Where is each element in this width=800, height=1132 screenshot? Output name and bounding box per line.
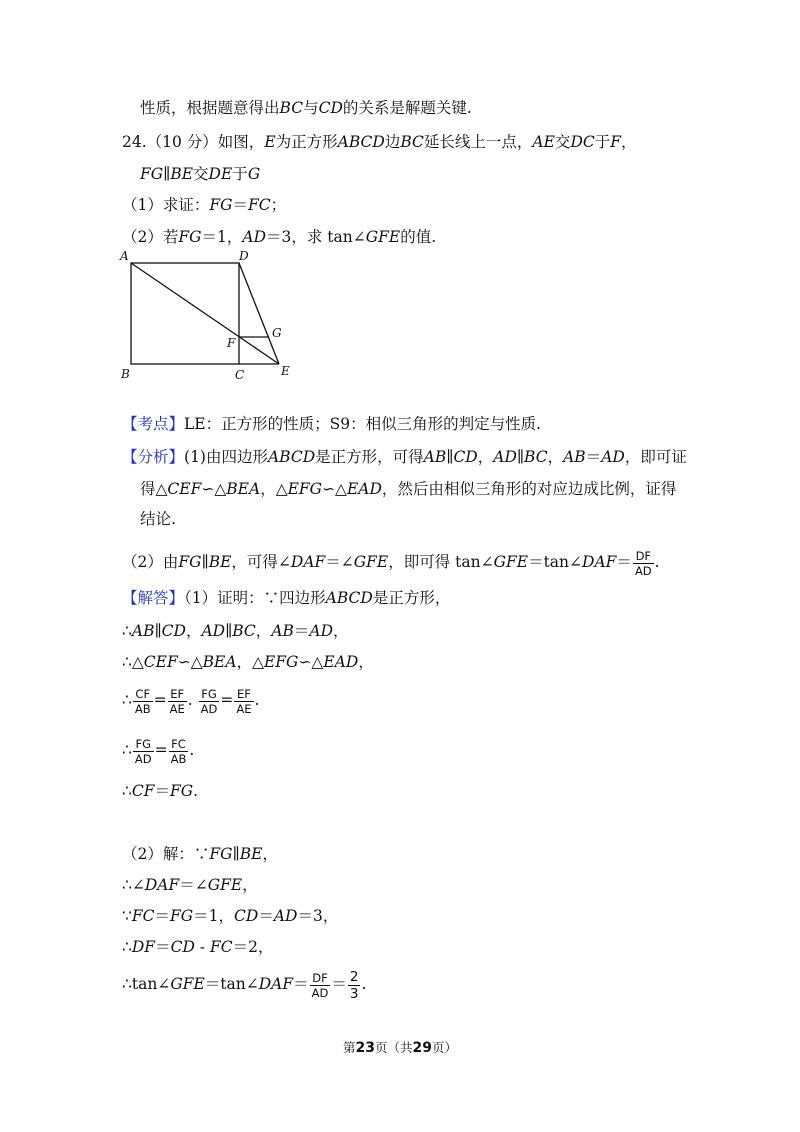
txt: ∥ <box>225 622 233 640</box>
page-number: 23 <box>355 1040 375 1056</box>
fraction <box>168 687 187 716</box>
txt: ， <box>242 876 258 894</box>
txt: . <box>187 691 193 709</box>
txt: ， <box>255 622 272 640</box>
tri: EFG <box>287 480 323 498</box>
txt: ，△ <box>260 480 288 498</box>
angle: DAF <box>258 975 294 993</box>
page-footer <box>0 1038 800 1056</box>
tri: EAD <box>346 480 382 498</box>
txt: 得△ <box>140 480 168 498</box>
intro-cd: CD <box>318 99 343 117</box>
seg-fg: FG <box>209 196 233 214</box>
sq-abcd: ABCD <box>337 133 385 151</box>
label-e: E <box>281 364 290 378</box>
txt: （2）若 <box>122 228 179 246</box>
because: ∵ <box>122 907 132 925</box>
txt: (1)由四边形 <box>184 448 268 466</box>
kaodian-line <box>122 412 541 436</box>
seg-fg: FG <box>178 228 202 246</box>
fenxi-line-3 <box>140 507 176 531</box>
jieda-line-1 <box>122 586 450 610</box>
txt: 交 <box>554 133 571 151</box>
intro-text-3: 的关系是解题关键. <box>342 99 472 117</box>
seg: CF <box>131 782 155 800</box>
fraction-num: EF <box>234 687 253 702</box>
txt: ＝∠ <box>325 553 354 571</box>
segment-de <box>239 263 279 364</box>
equals: = <box>154 741 168 759</box>
fraction-num: FG <box>133 737 154 752</box>
txt: 于 <box>232 165 248 183</box>
txt: ∽△ <box>298 653 324 671</box>
fraction <box>348 969 361 1002</box>
jieda-line-3 <box>122 650 374 674</box>
seg: BC <box>524 448 548 466</box>
fraction-den: AB <box>170 751 187 766</box>
tri: EFG <box>263 653 299 671</box>
txt: 是正方形， <box>372 589 451 607</box>
tri: BEA <box>202 653 237 671</box>
fraction-num: 2 <box>349 968 359 985</box>
equals: = <box>220 691 234 709</box>
txt: ，△ <box>236 653 264 671</box>
page-total: 29 <box>412 1040 432 1056</box>
seg-ad: AD <box>242 228 267 246</box>
seg: FC <box>209 938 233 956</box>
txt: ∥ <box>232 845 240 863</box>
seg: BE <box>208 553 232 571</box>
seg: AB <box>563 448 586 466</box>
jieda-line-5 <box>122 730 194 770</box>
label-b: B <box>121 367 130 381</box>
txt: ＝∠ <box>179 876 208 894</box>
angle: DAF <box>144 876 180 894</box>
txt: 页） <box>431 1040 457 1055</box>
txt: 页（共 <box>374 1040 413 1055</box>
txt: ＝ <box>232 196 249 214</box>
txt: . <box>361 975 367 993</box>
txt: . <box>193 782 199 800</box>
txt: ∽△ <box>322 480 347 498</box>
seg: CD <box>161 622 186 640</box>
seg: FG <box>170 907 194 925</box>
angle-gfe: GFE <box>365 228 401 246</box>
txt: （2）解：∵ <box>122 845 210 863</box>
txt: ＝ <box>585 448 602 466</box>
fraction <box>133 737 154 766</box>
txt: ， <box>477 448 494 466</box>
equals: = <box>153 691 167 709</box>
fraction-den: AB <box>134 701 151 716</box>
txt: ＝ <box>293 622 310 640</box>
therefore: ∴ <box>122 782 132 800</box>
tri: CEF <box>143 653 178 671</box>
seg-dc: DC <box>570 133 595 151</box>
txt: ， <box>358 653 374 671</box>
txt: （1）证明：∵四边形 <box>184 589 326 607</box>
txt: 结论. <box>140 510 176 528</box>
fraction-den: AE <box>169 701 185 716</box>
txt: ∴△ <box>122 653 144 671</box>
seg: AB <box>131 622 155 640</box>
seg: AD <box>273 907 298 925</box>
fraction-num: DF <box>310 971 331 986</box>
txt: ＝tan∠ <box>528 553 583 571</box>
angle: GFE <box>353 553 389 571</box>
label-g: G <box>272 326 282 340</box>
txt: . <box>189 741 195 759</box>
problem-line-1 <box>122 130 637 154</box>
fraction-den: AD <box>200 701 218 716</box>
jieda2-line-3 <box>122 904 338 928</box>
therefore: ∴ <box>122 938 132 956</box>
problem-number: 24. <box>122 133 147 151</box>
txt: ∥ <box>201 553 209 571</box>
txt: ∥ <box>516 448 525 466</box>
seg: CD <box>234 907 259 925</box>
seg-be: BE <box>170 165 194 183</box>
jieda-line-6 <box>122 779 198 803</box>
txt: 是正方形，可得 <box>315 448 424 466</box>
fraction-den: AE <box>236 701 252 716</box>
seg: AB <box>423 448 447 466</box>
sq-abcd: ABCD <box>325 589 373 607</box>
fraction-den: AD <box>134 751 152 766</box>
txt: 为正方形 <box>275 133 338 151</box>
fraction-den: AD <box>311 985 329 1000</box>
fraction-den: 3 <box>349 985 359 1002</box>
txt: ＝ <box>331 975 347 993</box>
fraction-num: CF <box>133 687 153 702</box>
seg-fc: FC <box>248 196 271 214</box>
pt-g: G <box>247 165 261 183</box>
fraction <box>234 687 253 716</box>
pt-e: E <box>264 133 276 151</box>
seg: BC <box>232 622 256 640</box>
fraction-num: FC <box>169 737 189 752</box>
fraction <box>199 687 220 716</box>
txt: . <box>654 553 660 571</box>
square-abcd <box>131 263 239 364</box>
seg-fg: FG <box>140 165 164 183</box>
jieda2-line-4 <box>122 935 273 959</box>
txt: （2）由 <box>122 553 179 571</box>
txt: - <box>194 938 210 956</box>
fraction-den: AD <box>634 563 652 578</box>
seg: CD <box>453 448 478 466</box>
seg: DF <box>131 938 156 956</box>
angle: GFE <box>170 975 205 993</box>
angle: GFE <box>493 553 529 571</box>
txt: ＝ <box>293 975 309 993</box>
jieda2-line-5 <box>122 964 366 1004</box>
txt: ， <box>333 622 349 640</box>
intro-line <box>140 96 472 120</box>
geometry-figure <box>118 246 308 384</box>
fraction <box>310 971 331 1000</box>
seg: CD <box>170 938 195 956</box>
fenxi-line-1 <box>122 445 687 469</box>
txt: ∥ <box>154 622 162 640</box>
fenxi-line-4 <box>122 542 660 582</box>
seg: AD <box>493 448 517 466</box>
txt: 边 <box>384 133 401 151</box>
intro-bc: BC <box>279 99 304 117</box>
txt: ＝3，求 tan∠ <box>266 228 366 246</box>
problem-line-2 <box>140 162 260 186</box>
tri: EAD <box>323 653 359 671</box>
jieda2-line-2 <box>122 873 258 897</box>
txt: 交 <box>193 165 209 183</box>
label-d: D <box>239 249 249 263</box>
tri: CEF <box>167 480 202 498</box>
therefore: ∴ <box>122 622 132 640</box>
therefore: ∴ <box>122 691 132 709</box>
problem-score: （10 分）如图， <box>146 133 265 151</box>
jieda-tag: 【解答】 <box>122 589 185 607</box>
seg: AD <box>201 622 226 640</box>
txt: ＝1， <box>201 228 243 246</box>
txt: 第 <box>342 1040 356 1055</box>
fraction-num: EF <box>168 687 187 702</box>
txt: ＝2， <box>232 938 274 956</box>
txt: ＝tan∠ <box>204 975 259 993</box>
question-1 <box>122 193 286 217</box>
seg: FG <box>178 553 202 571</box>
sq-abcd: ABCD <box>267 448 316 466</box>
fenxi-line-2 <box>140 477 676 501</box>
angle: GFE <box>207 876 243 894</box>
fraction-num: DF <box>633 549 654 564</box>
txt: ∽△ <box>201 480 227 498</box>
txt: ＝ <box>616 553 632 571</box>
angle: DAF <box>290 553 326 571</box>
intro-text-2: 与 <box>303 99 319 117</box>
label-c: C <box>235 368 245 382</box>
parallel: ∥ <box>163 165 171 183</box>
seg: FG <box>209 845 233 863</box>
txt: 延长线上一点， <box>423 133 533 151</box>
txt: ＝ <box>258 907 274 925</box>
pt-f: F <box>610 133 622 151</box>
txt: ∴∠ <box>122 876 145 894</box>
therefore: ∴ <box>122 741 132 759</box>
txt: ＝3， <box>297 907 339 925</box>
fraction-num: FG <box>199 687 220 702</box>
txt: ， <box>185 622 202 640</box>
txt: . <box>254 691 260 709</box>
jieda-line-2 <box>122 619 349 643</box>
txt: ，即可证 <box>624 448 687 466</box>
txt: ， <box>547 448 564 466</box>
txt: ＝ <box>154 907 171 925</box>
fraction <box>633 549 654 578</box>
txt: ∥ <box>446 448 454 466</box>
seg: AB <box>271 622 294 640</box>
seg-de: DE <box>208 165 233 183</box>
txt: （1）求证： <box>122 196 210 214</box>
txt: ＝ <box>155 938 171 956</box>
seg: BE <box>239 845 263 863</box>
label-a: A <box>120 249 129 263</box>
seg: FG <box>170 782 194 800</box>
txt: ＝ <box>154 782 171 800</box>
kaodian-text: LE：正方形的性质；S9：相似三角形的判定与性质. <box>184 415 542 433</box>
txt: ＝1， <box>193 907 235 925</box>
txt: ，即可得 tan∠ <box>388 553 494 571</box>
tri: BEA <box>226 480 261 498</box>
seg: AD <box>309 622 334 640</box>
txt: ， <box>621 133 637 151</box>
txt: ∴tan∠ <box>122 975 171 993</box>
seg: AD <box>601 448 625 466</box>
fraction <box>133 687 153 716</box>
segment-ae <box>131 263 279 364</box>
seg-ae: AE <box>532 133 555 151</box>
jieda2-line-1 <box>122 842 278 866</box>
fenxi-tag: 【分析】 <box>122 448 185 466</box>
fraction <box>169 737 189 766</box>
txt: ∽△ <box>177 653 203 671</box>
txt: ，可得∠ <box>231 553 291 571</box>
intro-text-1: 性质，根据题意得出 <box>140 99 280 117</box>
txt: 的值. <box>400 228 437 246</box>
label-f: F <box>227 336 236 350</box>
txt: ， <box>262 845 278 863</box>
angle: DAF <box>582 553 617 571</box>
txt: 于 <box>594 133 611 151</box>
txt: ，然后由相似三角形的对应边成比例，证得 <box>381 480 677 498</box>
seg-bc: BC <box>400 133 424 151</box>
jieda-line-4 <box>122 680 259 720</box>
txt: ； <box>270 196 287 214</box>
seg: FC <box>131 907 155 925</box>
kaodian-tag: 【考点】 <box>122 415 185 433</box>
